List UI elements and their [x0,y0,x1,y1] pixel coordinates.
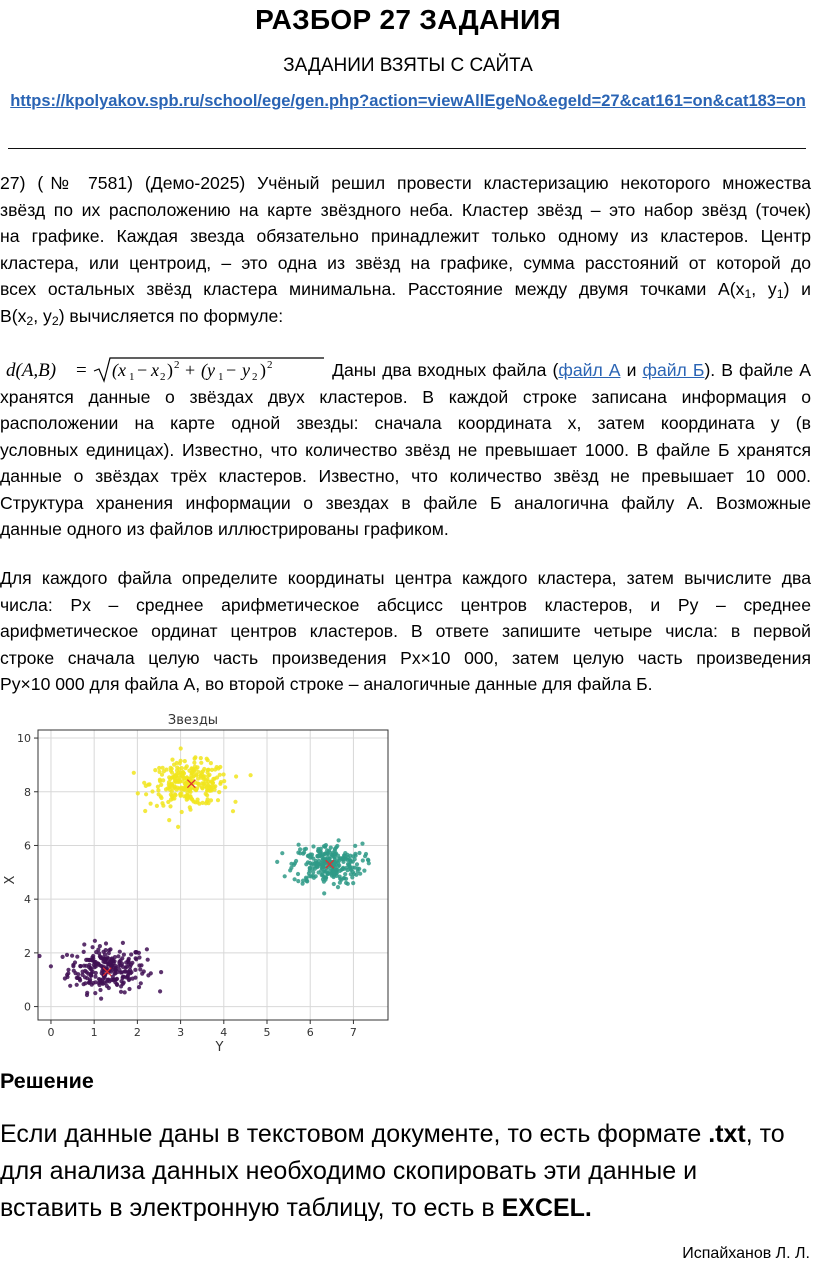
data-point-cluster-1 [101,977,105,981]
text-line: арифметическое ординат центров кластеров. В ответе запишите четыре числа: в первой [0,621,811,641]
data-point-cluster-3 [348,854,352,858]
x-tick-label: 1 [90,1026,98,1039]
data-point-cluster-1 [91,981,95,985]
data-point-cluster-1 [107,986,111,990]
data-point-cluster-3 [329,872,333,876]
data-point-cluster-1 [71,963,75,967]
data-point-cluster-2 [193,755,197,759]
data-point-cluster-2 [249,773,253,777]
text-line: 27) (№ 7581) (Демо-2025) Учёный решил провести кластеризацию некоторого множества [0,173,811,193]
svg-text:d(A,B): d(A,B) [6,360,57,381]
data-point-cluster-2 [159,796,163,800]
data-point-cluster-2 [202,781,206,785]
data-point-cluster-2 [155,804,159,808]
data-point-cluster-3 [356,869,360,873]
data-point-cluster-1 [99,997,103,1001]
data-point-cluster-3 [348,867,352,871]
data-point-cluster-1 [108,947,112,951]
data-point-cluster-3 [301,882,305,886]
data-point-cluster-3 [320,858,324,862]
data-point-cluster-1 [86,972,90,976]
data-point-cluster-1 [129,952,133,956]
data-point-cluster-2 [157,770,161,774]
x-tick-label: 5 [263,1026,271,1039]
y-tick-label: 4 [24,893,31,907]
y-axis-label: X [3,875,18,885]
data-point-cluster-2 [183,759,187,763]
data-point-cluster-1 [123,990,127,994]
data-point-cluster-2 [206,774,210,778]
data-point-cluster-1 [140,972,144,976]
data-point-cluster-3 [283,874,287,878]
data-point-cluster-2 [172,763,176,767]
data-point-cluster-1 [65,953,69,957]
svg-text:2: 2 [252,371,258,383]
svg-text:+: + [185,360,196,380]
data-point-cluster-2 [156,788,160,792]
text-line: Py×10 000 для файла А, во второй строке – аналогичные данные для файла Б. [0,674,653,694]
data-point-cluster-1 [66,971,70,975]
data-point-cluster-2 [205,793,209,797]
problem-paragraph-3 [0,565,811,698]
data-point-cluster-1 [82,942,86,946]
data-point-cluster-1 [133,950,137,954]
text-line: на графике. Каждая звезда обязательно принадлежит только одному из кластеров. Центр [0,226,811,246]
svg-text:(y: (y [201,360,215,380]
data-point-cluster-3 [342,856,346,860]
data-point-cluster-1 [127,977,131,981]
data-point-cluster-3 [320,866,324,870]
data-point-cluster-2 [199,770,203,774]
data-point-cluster-2 [150,789,154,793]
data-point-cluster-2 [206,758,210,762]
file-a-link[interactable]: файл А [558,360,621,380]
data-point-cluster-1 [121,965,125,969]
data-point-cluster-1 [139,981,143,985]
data-point-cluster-1 [97,983,101,987]
text-line: числа: Px – среднее арифметическое абсцисс центров кластеров, и Py – среднее [0,594,811,615]
data-point-cluster-2 [143,809,147,813]
data-point-cluster-3 [353,852,357,856]
data-point-cluster-2 [223,785,227,789]
solution-title: Решение [0,1069,94,1093]
data-point-cluster-3 [275,860,279,864]
data-point-cluster-1 [117,961,121,965]
text-line: всех остальных звёзд кластера минимальна. Расстояние между двумя точками $А(x_1$, $y_1$) и [0,279,811,301]
data-point-cluster-1 [146,958,150,962]
data-point-cluster-3 [337,838,341,842]
x-axis-label: Y [215,1040,224,1053]
svg-text:(x: (x [112,360,126,380]
data-point-cluster-1 [119,990,123,994]
data-point-cluster-1 [134,956,138,960]
data-point-cluster-3 [311,867,315,871]
data-point-cluster-1 [121,976,125,980]
svg-text:2: 2 [160,371,166,383]
data-point-cluster-2 [179,794,183,798]
data-point-cluster-3 [338,877,342,881]
data-point-cluster-2 [188,808,192,812]
data-point-cluster-1 [145,947,149,951]
data-point-cluster-2 [222,779,226,783]
data-point-cluster-1 [77,976,81,980]
data-point-cluster-3 [322,844,326,848]
data-point-cluster-1 [137,963,141,967]
data-point-cluster-1 [49,964,53,968]
data-point-cluster-2 [222,772,226,776]
data-point-cluster-3 [301,852,305,856]
data-point-cluster-2 [149,802,153,806]
data-point-cluster-2 [213,767,217,771]
data-point-cluster-1 [119,984,123,988]
data-point-cluster-2 [166,786,170,790]
data-point-cluster-3 [353,857,357,861]
data-point-cluster-1 [76,972,80,976]
text-line: Структура хранения информации о звездах в файле Б аналогична файлу А. Возможные [0,492,811,513]
data-point-cluster-2 [136,791,140,795]
data-point-cluster-3 [362,869,366,873]
y-tick-label: 10 [17,732,31,746]
data-point-cluster-1 [65,975,69,979]
source-link[interactable]: https://kpolyakov.spb.ru/school/ege/gen.php?action=viewAllEgeNo&egeId=27&cat161=on&cat183=on [10,92,806,110]
data-point-cluster-3 [306,854,310,858]
data-point-cluster-1 [104,941,108,945]
data-point-cluster-2 [170,758,174,762]
data-point-cluster-2 [175,772,179,776]
data-point-cluster-1 [91,945,95,949]
data-point-cluster-3 [337,863,341,867]
x-tick-label: 7 [349,1026,357,1039]
data-point-cluster-2 [187,788,191,792]
text-line: строке сначала целую часть произведения Px×10 000, затем целую часть произведения [0,647,811,668]
stars-scatter-chart [0,708,400,1053]
data-point-cluster-3 [296,872,300,876]
text-line: расположении на карте одной звезды: сначала координата x, затем координата y (в [0,413,811,433]
data-point-cluster-2 [191,774,195,778]
data-point-cluster-2 [195,800,199,804]
data-point-cluster-1 [37,954,41,958]
text-line: Если данные даны в текстовом документе, то есть формате .txt, то [0,1120,785,1148]
data-point-cluster-3 [350,875,354,879]
data-point-cluster-3 [327,849,331,853]
data-point-cluster-3 [304,847,308,851]
data-point-cluster-3 [311,857,315,861]
data-point-cluster-1 [70,954,74,958]
data-point-cluster-2 [204,801,208,805]
text-line: Для каждого файла определите координаты центра каждого кластера, затем вычислите два [0,568,811,588]
y-tick-label: 6 [24,839,31,853]
data-point-cluster-1 [88,978,92,982]
data-point-cluster-2 [202,767,206,771]
svg-text:−: − [226,360,237,380]
data-point-cluster-3 [292,863,296,867]
svg-text:): ) [167,360,173,380]
x-tick-label: 0 [47,1026,55,1039]
text-line: данные о звёздах трёх кластеров. Известно, что количество звёзд не превышает 10 000. [0,466,811,486]
page-subtitle: ЗАДАНИИ ВЗЯТЫ С САЙТА [283,55,533,76]
data-point-cluster-1 [113,971,117,975]
y-tick-label: 2 [24,946,31,960]
data-point-cluster-1 [75,983,79,987]
data-point-cluster-3 [317,854,321,858]
data-point-cluster-1 [81,973,85,977]
data-point-cluster-2 [199,756,203,760]
data-point-cluster-2 [215,775,219,779]
data-point-cluster-1 [126,959,130,963]
svg-text:x: x [151,360,159,380]
page-title: РАЗБОР 27 ЗАДАНИЯ [255,4,561,35]
data-point-cluster-3 [280,851,284,855]
data-point-cluster-2 [180,810,184,814]
data-point-cluster-2 [179,746,183,750]
data-point-cluster-1 [91,954,95,958]
data-point-cluster-1 [111,978,115,982]
data-point-cluster-1 [107,957,111,961]
data-point-cluster-3 [296,879,300,883]
text-line: для анализа данных необходимо скопировать эти данные и [0,1157,698,1185]
data-point-cluster-3 [353,844,357,848]
data-point-cluster-2 [178,779,182,783]
data-point-cluster-2 [142,781,146,785]
data-point-cluster-1 [88,967,92,971]
data-point-cluster-3 [351,881,355,885]
data-point-cluster-3 [357,851,361,855]
data-point-cluster-1 [122,981,126,985]
data-point-cluster-2 [176,825,180,829]
data-point-cluster-1 [120,956,124,960]
data-point-cluster-1 [83,981,87,985]
data-point-cluster-1 [98,988,102,992]
data-point-cluster-2 [153,768,157,772]
x-tick-label: 2 [133,1026,141,1039]
data-point-cluster-3 [361,858,365,862]
data-point-cluster-2 [196,777,200,781]
data-point-cluster-1 [94,971,98,975]
data-point-cluster-1 [93,975,97,979]
data-point-cluster-2 [217,790,221,794]
data-point-cluster-1 [93,939,97,943]
svg-text:=: = [76,360,87,381]
data-point-cluster-2 [209,761,213,765]
data-point-cluster-1 [115,982,119,986]
data-point-cluster-1 [79,964,83,968]
text-line: хранятся данные о звёздах двух кластеров. В каждой строке записана информация о [0,386,811,407]
data-point-cluster-1 [75,955,79,959]
data-point-cluster-3 [304,877,308,881]
data-point-cluster-3 [304,862,308,866]
data-point-cluster-1 [85,993,89,997]
data-point-cluster-2 [169,784,173,788]
divider [8,148,806,149]
data-point-cluster-1 [86,958,90,962]
y-tick-label: 0 [24,1000,31,1014]
data-point-cluster-2 [171,775,175,779]
data-point-cluster-2 [162,769,166,773]
data-point-cluster-2 [168,804,172,808]
data-point-cluster-2 [206,780,210,784]
data-point-cluster-3 [332,882,336,886]
text-line: вставить в электронную таблицу, то есть в EXCEL. [0,1194,592,1222]
data-point-cluster-2 [180,774,184,778]
data-point-cluster-3 [364,852,368,856]
data-point-cluster-3 [343,872,347,876]
data-point-cluster-2 [157,792,161,796]
data-point-cluster-1 [149,971,153,975]
data-point-cluster-2 [179,759,183,763]
data-point-cluster-3 [317,862,321,866]
data-point-cluster-3 [297,843,301,847]
data-point-cluster-3 [293,877,297,881]
data-point-cluster-1 [137,955,141,959]
data-point-cluster-2 [195,765,199,769]
data-point-cluster-2 [144,792,148,796]
data-point-cluster-3 [294,859,298,863]
text-line: звёзд по их расположению на карте звёздного неба. Кластер звёзд – это набор звёзд (точек) [0,199,811,220]
data-point-cluster-2 [185,793,189,797]
data-point-cluster-2 [206,768,210,772]
distance-formula [4,357,326,383]
data-point-cluster-2 [231,809,235,813]
data-point-cluster-2 [209,788,213,792]
data-point-cluster-2 [190,797,194,801]
data-point-cluster-2 [204,785,208,789]
data-point-cluster-1 [121,941,125,945]
data-point-cluster-3 [360,842,364,846]
data-point-cluster-3 [344,881,348,885]
data-point-cluster-1 [82,950,86,954]
data-point-cluster-2 [175,786,179,790]
text-line: данные одного из файлов иллюстрированы графиком. [0,519,449,539]
data-point-cluster-1 [133,968,137,972]
data-point-cluster-2 [192,761,196,765]
svg-text:2: 2 [267,359,273,371]
data-point-cluster-1 [138,967,142,971]
data-point-cluster-1 [115,977,119,981]
data-point-cluster-1 [107,951,111,955]
data-point-cluster-1 [158,989,162,993]
data-point-cluster-3 [323,852,327,856]
data-point-cluster-1 [127,987,131,991]
svg-text:−: − [137,360,148,380]
data-point-cluster-1 [72,969,76,973]
data-point-cluster-2 [190,771,194,775]
text-line: условных единицах). Известно, что количество звёзд не превышает 1000. В файле Б хранятся [0,439,811,460]
solution-text [0,1116,816,1227]
data-point-cluster-2 [161,778,165,782]
data-point-cluster-3 [333,847,337,851]
data-point-cluster-1 [159,970,163,974]
data-point-cluster-2 [209,798,213,802]
data-point-cluster-1 [96,948,100,952]
svg-text:1: 1 [218,371,224,383]
data-point-cluster-1 [137,985,141,989]
author-name: Испайханов Л. Л. [682,1245,810,1262]
data-point-cluster-2 [199,761,203,765]
data-point-cluster-2 [174,779,178,783]
data-point-cluster-3 [338,869,342,873]
data-point-cluster-1 [129,963,133,967]
data-point-cluster-2 [166,800,170,804]
data-point-cluster-1 [101,957,105,961]
text-line: d(A,B) = (x 1 − x 2 ) 2 + (y 1 − y 2 ) 2 Даны два входных файла (файл А и файл Б). В файле А [6,359,811,383]
data-point-cluster-3 [329,854,333,858]
y-tick-label: 8 [24,785,31,799]
data-point-cluster-2 [169,769,173,773]
data-point-cluster-1 [93,965,97,969]
data-point-cluster-2 [234,774,238,778]
file-b-link[interactable]: файл Б [642,360,705,380]
data-point-cluster-2 [132,771,136,775]
data-point-cluster-1 [118,950,122,954]
svg-text:): ) [260,360,266,380]
data-point-cluster-1 [119,970,123,974]
problem-paragraph-2 [0,357,811,543]
svg-text:1: 1 [129,371,135,383]
data-point-cluster-3 [311,861,315,865]
data-point-cluster-2 [172,796,176,800]
data-point-cluster-3 [343,851,347,855]
data-point-cluster-1 [68,984,72,988]
data-point-cluster-1 [61,955,65,959]
data-point-cluster-1 [93,991,97,995]
x-tick-label: 6 [306,1026,314,1039]
x-tick-label: 3 [177,1026,185,1039]
data-point-cluster-1 [116,954,120,958]
data-point-cluster-3 [312,876,316,880]
data-point-cluster-2 [233,800,237,804]
data-point-cluster-1 [122,953,126,957]
data-point-cluster-3 [323,878,327,882]
data-point-cluster-3 [311,844,315,848]
data-point-cluster-1 [101,950,105,954]
text-line: кластера, или центроид, – это одна из звёзд на графике, сумма расстояний от которой до [0,252,811,273]
data-point-cluster-1 [90,958,94,962]
data-point-cluster-1 [114,966,118,970]
data-point-cluster-3 [342,867,346,871]
data-point-cluster-2 [216,798,220,802]
svg-text:2: 2 [174,359,180,371]
svg-text:y: y [242,360,250,380]
data-point-cluster-1 [106,978,110,982]
data-point-cluster-2 [175,765,179,769]
problem-paragraph-1 [0,170,811,329]
data-point-cluster-3 [366,858,370,862]
x-tick-label: 4 [220,1026,228,1039]
data-point-cluster-2 [182,787,186,791]
text-line: $B(x_2$, $y_2$) вычисляется по формуле: [0,305,284,328]
data-point-cluster-2 [167,818,171,822]
data-point-cluster-3 [336,885,340,889]
data-point-cluster-2 [185,764,189,768]
data-point-cluster-2 [161,804,165,808]
data-point-cluster-3 [322,891,326,895]
data-point-cluster-3 [333,852,337,856]
data-point-cluster-3 [288,868,292,872]
data-point-cluster-1 [126,970,130,974]
chart-title: Звезды [167,713,219,728]
